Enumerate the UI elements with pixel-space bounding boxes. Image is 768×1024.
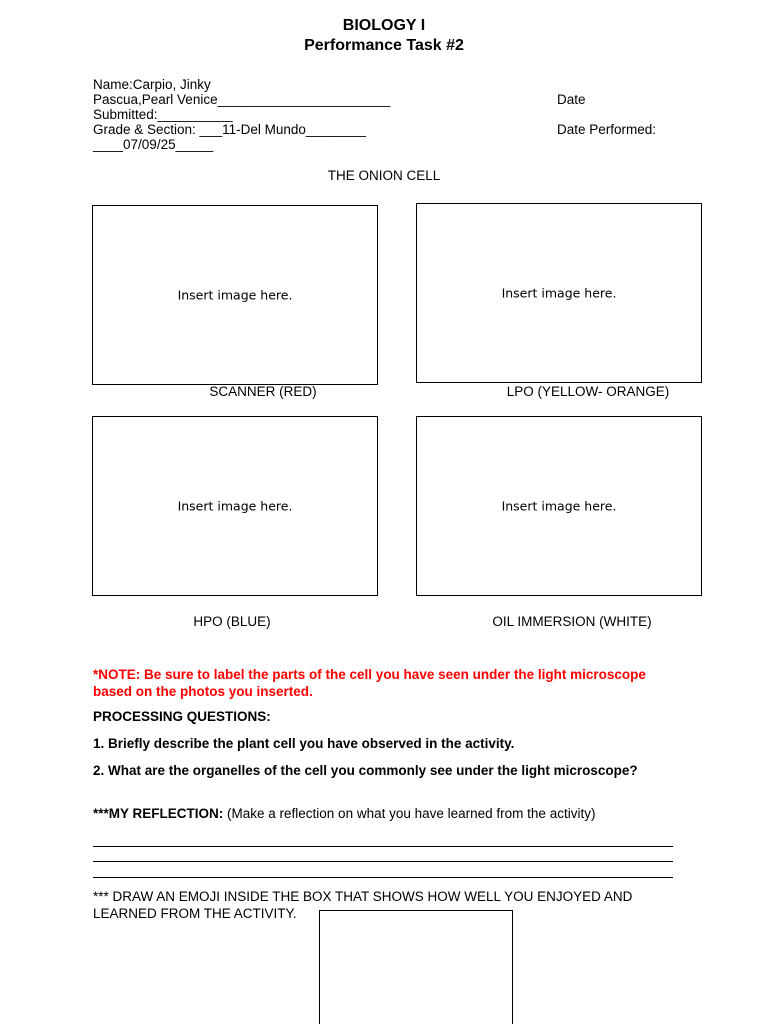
image-box-oil-immersion[interactable]	[416, 416, 702, 596]
date-label: Date	[557, 92, 586, 107]
reflection-label: ***MY REFLECTION:	[93, 806, 224, 821]
image-box-hpo[interactable]	[92, 416, 378, 596]
image-placeholder-text: Insert image here.	[177, 498, 293, 514]
reflection-line-2[interactable]	[93, 861, 673, 862]
note-line-1: *NOTE: Be sure to label the parts of the cell you have seen under the light microscope	[93, 667, 646, 682]
image-placeholder-text: Insert image here.	[501, 498, 617, 514]
name-line-2: Pascua,Pearl Venice_______________________	[93, 92, 391, 107]
note-line-2: based on the photos you inserted.	[93, 684, 313, 699]
emoji-instruction-line-2: LEARNED FROM THE ACTIVITY.	[93, 906, 297, 921]
reflection-line-1[interactable]	[93, 846, 673, 847]
reflection-prompt	[93, 806, 595, 821]
name-line-1: Name:Carpio, Jinky	[93, 77, 211, 92]
question-1: 1. Briefly describe the plant cell you have observed in the activity.	[93, 736, 515, 751]
image-box-lpo[interactable]	[416, 203, 702, 383]
caption-hpo: HPO (BLUE)	[193, 614, 271, 629]
date-performed-value: ____07/09/25_____	[93, 137, 214, 152]
caption-scanner: SCANNER (RED)	[209, 384, 317, 399]
processing-heading: PROCESSING QUESTIONS:	[93, 709, 271, 724]
document-subtitle: Performance Task #2	[304, 37, 464, 54]
caption-oil-immersion: OIL IMMERSION (WHITE)	[492, 614, 652, 629]
caption-lpo: LPO (YELLOW- ORANGE)	[506, 384, 670, 399]
emoji-drawing-box[interactable]	[319, 910, 513, 1024]
image-placeholder-text: Insert image here.	[501, 285, 617, 301]
grade-section-line: Grade & Section: ___11-Del Mundo________	[93, 122, 366, 137]
reflection-instruction: (Make a reflection on what you have learned from the activity)	[223, 806, 596, 821]
submitted-line: Submitted:__________	[93, 107, 233, 122]
question-2: 2. What are the organelles of the cell you commonly see under the light microscope?	[93, 763, 638, 778]
image-box-scanner[interactable]	[92, 205, 378, 385]
date-performed-label: Date Performed:	[557, 122, 657, 137]
document-title: BIOLOGY I	[342, 17, 426, 34]
image-placeholder-text: Insert image here.	[177, 287, 293, 303]
emoji-instruction-line-1: *** DRAW AN EMOJI INSIDE THE BOX THAT SHOWS HOW WELL YOU ENJOYED AND	[93, 889, 633, 904]
reflection-line-3[interactable]	[93, 877, 673, 878]
section-title: THE ONION CELL	[327, 168, 441, 183]
